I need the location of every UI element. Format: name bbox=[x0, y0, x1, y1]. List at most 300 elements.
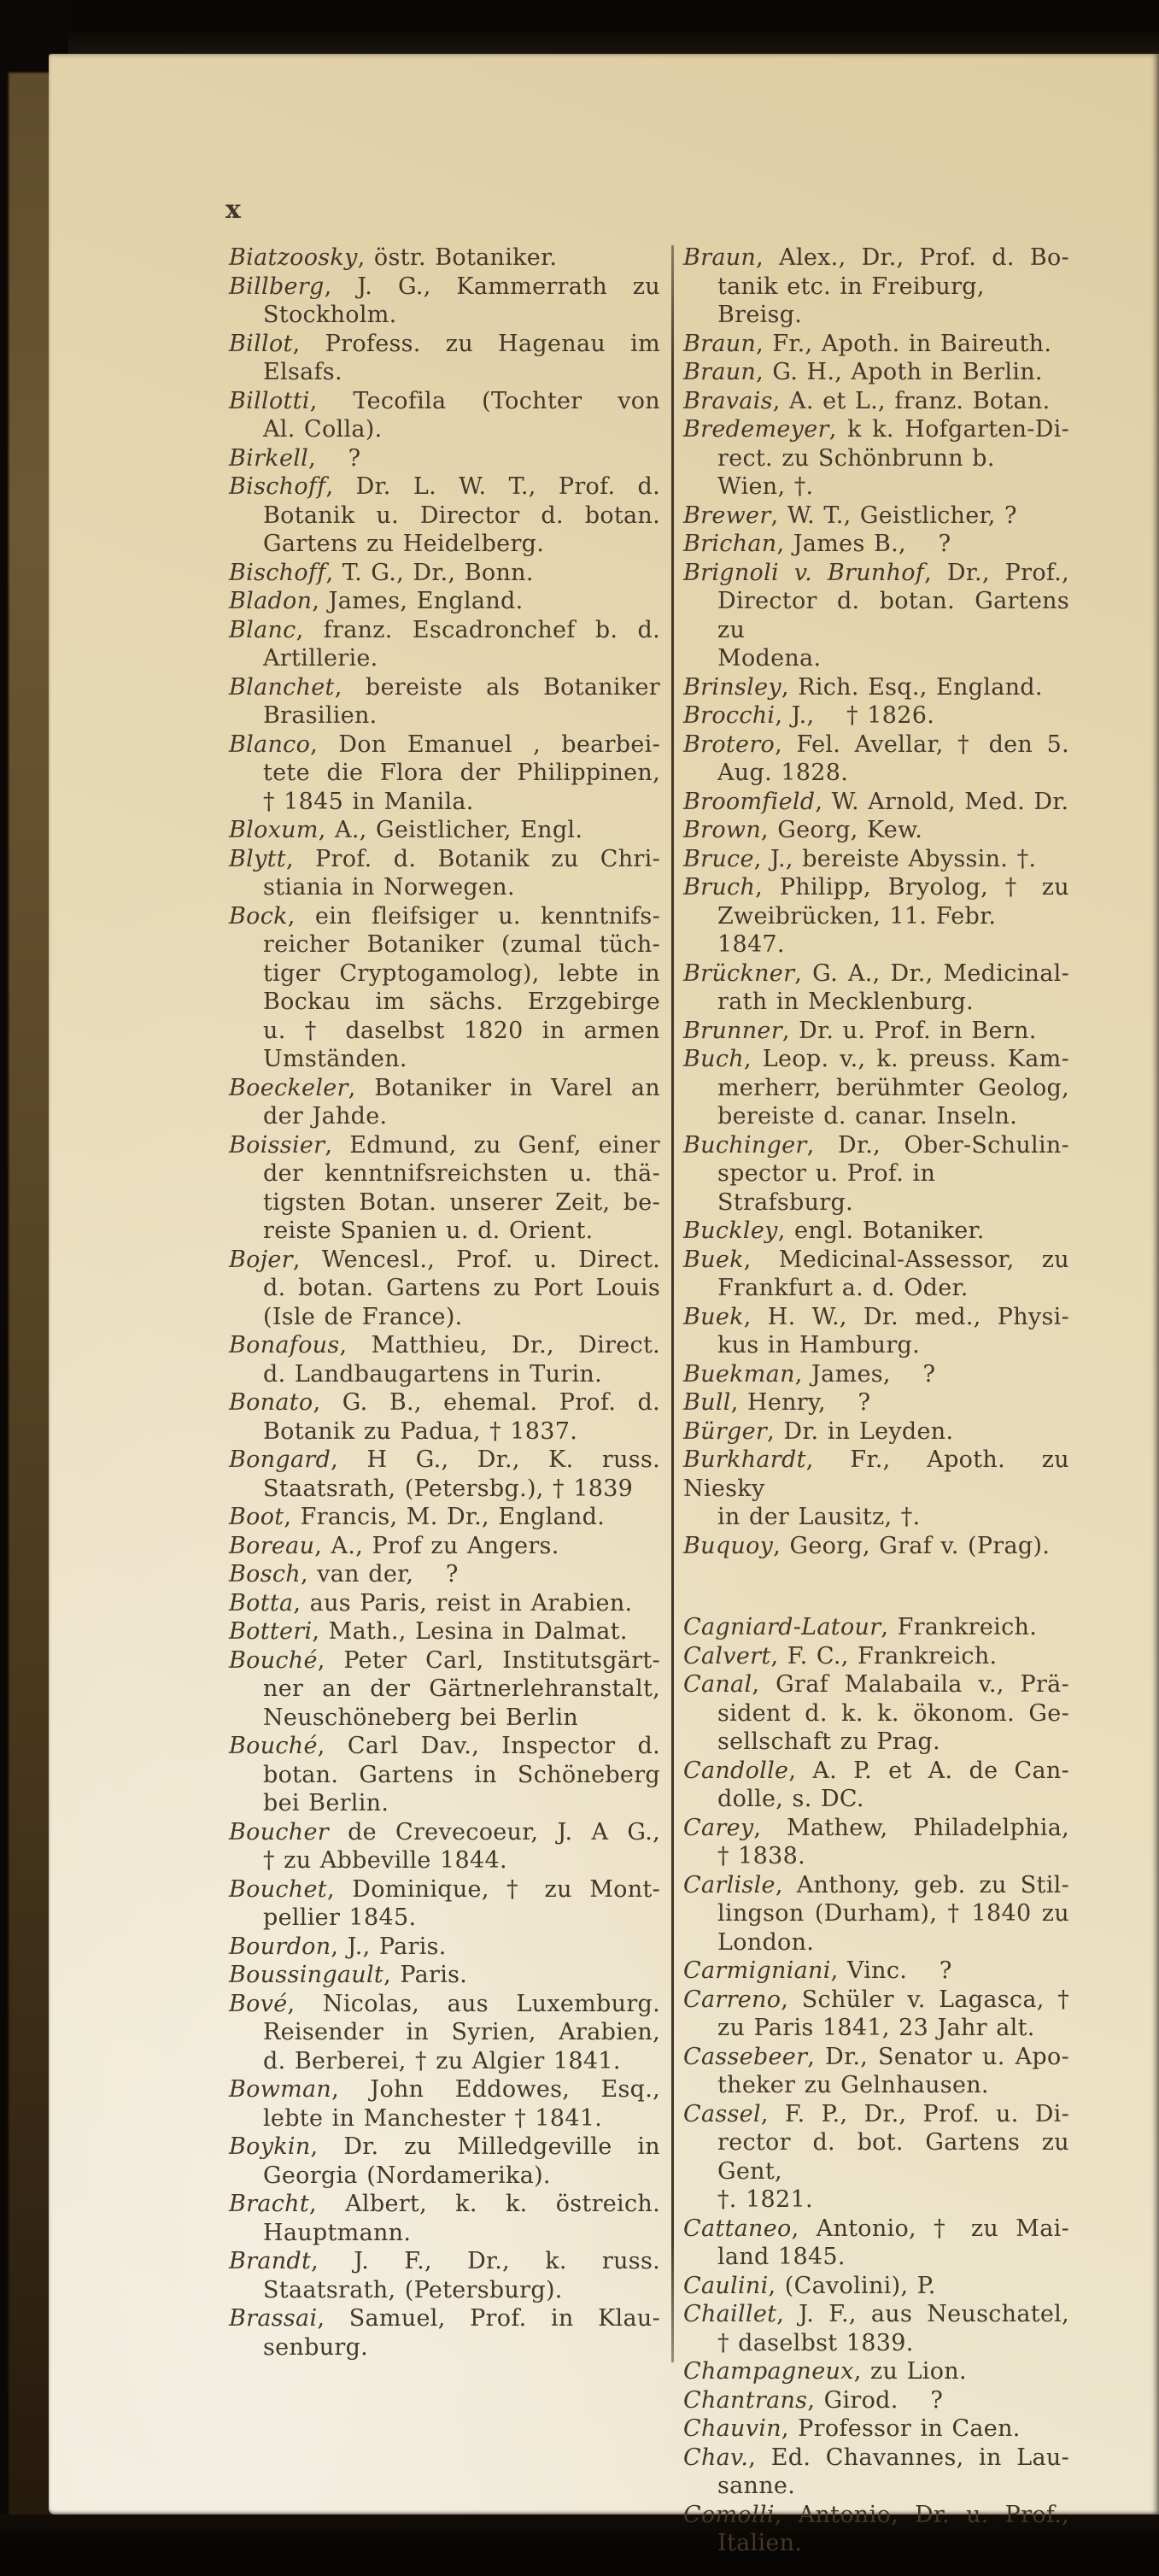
directory-entry bbox=[229, 387, 660, 444]
entry-first-line: Blytt, Prof. d. Botanik zu Chri- bbox=[229, 845, 660, 872]
entry-first-line: Cassebeer, Dr., Senator u. Apo- bbox=[683, 2043, 1069, 2070]
entry-surname: Bouchet bbox=[229, 1875, 327, 1903]
entry-surname: Boreau bbox=[229, 1532, 315, 1559]
entry-first-line: Chauvin, Professor in Caen. bbox=[683, 2415, 1021, 2442]
directory-entry bbox=[229, 902, 660, 1074]
directory-entry bbox=[683, 1532, 1069, 1561]
directory-entry bbox=[683, 530, 1069, 559]
entry-continuation-line: d. Berberei, † zu Algier 1841. bbox=[263, 2047, 621, 2074]
entry-first-line: Chav., Ed. Chavannes, in Lau- bbox=[683, 2444, 1069, 2471]
entry-surname: Boussingault bbox=[229, 1962, 384, 1988]
entry-continuation-line: kus in Hamburg. bbox=[717, 1332, 920, 1358]
entry-first-line: Comolli, Antonio, Dr. u. Prof., bbox=[683, 2501, 1069, 2528]
entry-continuation-line: Hauptmann. bbox=[263, 2219, 412, 2246]
entry-surname: Carmigniani bbox=[683, 1957, 831, 1984]
directory-entry bbox=[683, 2272, 1069, 2301]
directory-entry bbox=[683, 1131, 1069, 1218]
directory-entry bbox=[683, 816, 1069, 845]
directory-entry bbox=[229, 673, 660, 731]
entry-surname: Caulini bbox=[683, 2272, 769, 2299]
entry-first-line: Canal, Graf Malabaila v., Prä- bbox=[683, 1671, 1069, 1698]
left-column bbox=[229, 244, 660, 2362]
entry-surname: Brignoli v. Brunhof bbox=[683, 559, 925, 586]
entry-first-line: Botta, aus Paris, reist in Arabien. bbox=[229, 1589, 633, 1617]
directory-entry bbox=[683, 1871, 1069, 1957]
directory-entry bbox=[229, 1388, 660, 1446]
entry-first-line: Braun, Alex., Dr., Prof. d. Bo- bbox=[683, 244, 1069, 271]
entry-continuation-line: ner an der Gärtnerlehranstalt, bbox=[263, 1675, 660, 1702]
entry-continuation-line: bei Berlin. bbox=[263, 1790, 389, 1816]
directory-entry bbox=[229, 1560, 660, 1589]
entry-first-line: Blanchet, bereiste als Botaniker bbox=[229, 673, 660, 701]
entry-continuation-line: Gartens zu Heidelberg. bbox=[263, 531, 545, 557]
directory-entry bbox=[229, 1961, 660, 1990]
entry-surname: Bloxum bbox=[229, 817, 319, 843]
directory-entry bbox=[229, 2247, 660, 2304]
directory-entry bbox=[229, 2075, 660, 2133]
entry-surname: Buquoy bbox=[683, 1532, 774, 1559]
entry-surname: Carlisle bbox=[683, 1871, 776, 1898]
entry-first-line: Brewer, W. T., Geistlicher, ? bbox=[683, 502, 1017, 529]
directory-entry bbox=[229, 2304, 660, 2362]
directory-entry bbox=[683, 2357, 1069, 2386]
entry-first-line: Bonato, G. B., ehemal. Prof. d. bbox=[229, 1389, 660, 1416]
entry-first-line: Carreno, Schüler v. Lagasca, † bbox=[683, 1986, 1069, 2013]
entry-surname: Brotero bbox=[683, 731, 776, 758]
entry-first-line: Brinsley, Rich. Esq., England. bbox=[683, 673, 1043, 701]
entry-first-line: Brassai, Samuel, Prof. in Klau- bbox=[229, 2305, 660, 2332]
entry-surname: Brocchi bbox=[683, 702, 776, 729]
entry-continuation-line: Botanik u. Director d. botan. bbox=[263, 502, 660, 529]
entry-continuation-line: † zu Abbeville 1844. bbox=[263, 1847, 507, 1874]
entry-first-line: Broomfield, W. Arnold, Med. Dr. bbox=[683, 788, 1069, 815]
entry-first-line: Blanco, Don Emanuel , bearbei- bbox=[229, 731, 660, 758]
entry-continuation-line: sanne. bbox=[717, 2473, 796, 2499]
entry-first-line: Bojer, Wencesl., Prof. u. Direct. bbox=[229, 1246, 660, 1273]
entry-surname: Cassebeer bbox=[683, 2043, 808, 2070]
directory-entry bbox=[683, 2043, 1069, 2100]
entry-first-line: Candolle, A. P. et A. de Can- bbox=[683, 1757, 1069, 1784]
entry-first-line: Braun, G. H., Apoth in Berlin. bbox=[683, 359, 1043, 385]
entry-first-line: Billotti, Tecofila (Tochter von bbox=[229, 387, 660, 414]
entry-surname: Cagniard-Latour bbox=[683, 1614, 881, 1640]
entry-first-line: Brunner, Dr. u. Prof. in Bern. bbox=[683, 1017, 1037, 1044]
directory-entry bbox=[229, 587, 660, 616]
directory-entry bbox=[683, 1360, 1069, 1389]
entry-continuation-line: in der Lausitz, †. bbox=[717, 1504, 921, 1530]
entry-surname: Boot bbox=[229, 1504, 284, 1530]
entry-surname: Boykin bbox=[229, 2133, 311, 2160]
entry-continuation-line: Al. Colla). bbox=[263, 416, 383, 443]
entry-surname: Chav. bbox=[683, 2444, 749, 2471]
entry-surname: Bowman bbox=[229, 2076, 332, 2103]
directory-entry bbox=[229, 731, 660, 817]
directory-entry bbox=[229, 1532, 660, 1561]
entry-first-line: Bischoff, Dr. L. W. T., Prof. d. bbox=[229, 473, 660, 500]
directory-entry bbox=[683, 845, 1069, 874]
directory-entry bbox=[229, 1818, 660, 1875]
entry-surname: Boucher bbox=[229, 1818, 329, 1845]
entry-first-line: Bloxum, A., Geistlicher, Engl. bbox=[229, 817, 583, 843]
directory-entry bbox=[229, 1990, 660, 2076]
entry-first-line: Bouchet, Dominique, † zu Mont- bbox=[229, 1875, 660, 1903]
entry-first-line: Botteri, Math., Lesina in Dalmat. bbox=[229, 1618, 628, 1645]
entry-first-line: Buquoy, Georg, Graf v. (Prag). bbox=[683, 1532, 1051, 1559]
entry-surname: Bracht bbox=[229, 2191, 310, 2217]
entry-continuation-line: Brasilien. bbox=[263, 702, 378, 729]
directory-entry bbox=[229, 1589, 660, 1618]
entry-first-line: Boreau, A., Prof zu Angers. bbox=[229, 1532, 559, 1559]
entry-first-line: Buek, H. W., Dr. med., Physi- bbox=[683, 1303, 1069, 1330]
entry-surname: Buekman bbox=[683, 1360, 795, 1388]
entry-continuation-line: lingson (Durham), † 1840 zu bbox=[717, 1900, 1069, 1927]
entry-surname: Bladon bbox=[229, 588, 313, 614]
directory-entry bbox=[683, 415, 1069, 502]
entry-surname: Blanc bbox=[229, 616, 296, 643]
directory-entry bbox=[683, 1017, 1069, 1046]
directory-entry bbox=[683, 2501, 1069, 2558]
entry-surname: Blanchet bbox=[229, 673, 335, 701]
directory-entry bbox=[683, 358, 1069, 387]
entry-surname: Buch bbox=[683, 1046, 744, 1072]
entry-first-line: Billberg, J. G., Kammerrath zu bbox=[229, 273, 660, 300]
book-page bbox=[49, 54, 1159, 2556]
entry-continuation-line: theker zu Gelnhausen. bbox=[717, 2072, 989, 2098]
right-column bbox=[683, 244, 1069, 2558]
entry-first-line: Burkhardt, Fr., Apoth. zu Niesky bbox=[683, 1446, 1069, 1502]
entry-continuation-line: rect. zu Schönbrunn b. Wien, †. bbox=[717, 444, 995, 500]
directory-entry bbox=[683, 2300, 1069, 2357]
entry-continuation-line: rath in Mecklenburg. bbox=[717, 989, 974, 1015]
entry-continuation-line: zu Paris 1841, 23 Jahr alt. bbox=[717, 2015, 1035, 2041]
entry-first-line: Buek, Medicinal-Assessor, zu bbox=[683, 1246, 1069, 1273]
entry-first-line: Bischoff, T. G., Dr., Bonn. bbox=[229, 559, 534, 586]
entry-first-line: Bosch, van der, ? bbox=[229, 1561, 459, 1587]
entry-surname: Bull bbox=[683, 1389, 731, 1416]
directory-entry bbox=[683, 673, 1069, 702]
directory-entry bbox=[683, 2415, 1069, 2444]
entry-surname: Calvert bbox=[683, 1642, 771, 1669]
entry-first-line: Blanc, franz. Escadronchef b. d. bbox=[229, 616, 660, 643]
entry-first-line: Bowman, John Eddowes, Esq., bbox=[229, 2076, 660, 2103]
directory-entry bbox=[683, 2386, 1069, 2415]
directory-entry bbox=[229, 2133, 660, 2190]
entry-first-line: Bracht, Albert, k. k. östreich. bbox=[229, 2191, 660, 2217]
entry-surname: Bischoff bbox=[229, 559, 326, 586]
entry-first-line: Buckley, engl. Botaniker. bbox=[683, 1218, 985, 1244]
directory-entry bbox=[683, 2100, 1069, 2215]
entry-first-line: Calvert, F. C., Frankreich. bbox=[683, 1642, 998, 1669]
entry-first-line: Caulini, (Cavolini), P. bbox=[683, 2272, 936, 2299]
entry-surname: Bourdon bbox=[229, 1933, 331, 1960]
entry-surname: Blanco bbox=[229, 731, 311, 758]
entry-first-line: Brown, Georg, Kew. bbox=[683, 817, 923, 843]
entry-first-line: Brichan, James B., ? bbox=[683, 531, 951, 557]
entry-first-line: Buch, Leop. v., k. preuss. Kam- bbox=[683, 1046, 1069, 1072]
entry-continuation-line: bereiste d. canar. Inseln. bbox=[717, 1103, 1018, 1130]
entry-continuation-line: spector u. Prof. in Strafsburg. bbox=[717, 1160, 936, 1216]
entry-continuation-line: (Isle de France). bbox=[263, 1303, 463, 1330]
entry-surname: Bruch bbox=[683, 874, 756, 901]
entry-continuation-line: rector d. bot. Gartens zu Gent, bbox=[717, 2129, 1069, 2185]
directory-entry bbox=[683, 244, 1069, 330]
directory-entry bbox=[229, 1246, 660, 1332]
entry-first-line: Carey, Mathew, Philadelphia, bbox=[683, 1814, 1069, 1841]
entry-surname: Bischoff bbox=[229, 473, 326, 500]
entry-first-line: Brignoli v. Brunhof, Dr., Prof., bbox=[683, 559, 1069, 586]
entry-surname: Brunner bbox=[683, 1017, 782, 1044]
directory-entry bbox=[683, 1986, 1069, 2043]
entry-first-line: Brandt, J. F., Dr., k. russ. bbox=[229, 2248, 660, 2274]
entry-first-line: Brocchi, J., † 1826. bbox=[683, 702, 935, 729]
entry-continuation-line: reiste Spanien u. d. Orient. bbox=[263, 1218, 594, 1244]
entry-continuation-line: Elsafs. bbox=[263, 359, 342, 385]
directory-entry bbox=[229, 1875, 660, 1933]
directory-entry bbox=[229, 1617, 660, 1646]
entry-first-line: Billot, Profess. zu Hagenau im bbox=[229, 330, 660, 357]
entry-first-line: Bull, Henry, ? bbox=[683, 1389, 871, 1416]
directory-entry bbox=[683, 330, 1069, 359]
entry-continuation-line: Neuschöneberg bei Berlin bbox=[263, 1704, 579, 1731]
entry-continuation-line: sident d. k. k. ökonom. Ge- bbox=[717, 1699, 1069, 1727]
directory-entry bbox=[683, 2444, 1069, 2501]
directory-entry bbox=[229, 244, 660, 273]
section-gap bbox=[683, 1560, 1069, 1613]
entry-first-line: Cattaneo, Antonio, † zu Mai- bbox=[683, 2215, 1069, 2242]
entry-first-line: Carlisle, Anthony, geb. zu Stil- bbox=[683, 1871, 1069, 1898]
directory-entry bbox=[229, 1732, 660, 1818]
entry-surname: Bosch bbox=[229, 1561, 301, 1587]
entry-continuation-line: der kenntnifsreichsten u. thä- bbox=[263, 1160, 660, 1187]
entry-surname: Bouché bbox=[229, 1646, 318, 1674]
directory-entry bbox=[683, 502, 1069, 531]
entry-continuation-line: Modena. bbox=[717, 645, 822, 672]
entry-continuation-line: u. † daselbst 1820 in armen bbox=[263, 1017, 660, 1044]
directory-entry bbox=[683, 959, 1069, 1017]
entry-continuation-line: tigsten Botan. unserer Zeit, be- bbox=[263, 1188, 660, 1216]
directory-entry bbox=[683, 731, 1069, 788]
entry-surname: Comolli bbox=[683, 2501, 775, 2528]
entry-first-line: Biatzoosky, östr. Botaniker. bbox=[229, 244, 558, 271]
entry-surname: Canal bbox=[683, 1671, 752, 1698]
entry-first-line: Braun, Fr., Apoth. in Baireuth. bbox=[683, 330, 1052, 357]
entry-surname: Birkell bbox=[229, 444, 309, 472]
entry-continuation-line: London. bbox=[717, 1928, 815, 1956]
directory-entry bbox=[683, 1446, 1069, 1532]
entry-first-line: Bouché, Carl Dav., Inspector d. bbox=[229, 1733, 660, 1759]
entry-surname: Billot bbox=[229, 330, 293, 357]
entry-first-line: Boucher de Crevecoeur, J. A G., bbox=[229, 1818, 660, 1845]
entry-surname: Carreno bbox=[683, 1986, 781, 2013]
entry-surname: Bürger bbox=[683, 1417, 768, 1445]
entry-surname: Bravais bbox=[683, 387, 773, 414]
entry-surname: Buckley bbox=[683, 1218, 778, 1244]
entry-first-line: Cassel, F. P., Dr., Prof. u. Di- bbox=[683, 2100, 1069, 2127]
directory-entry bbox=[229, 273, 660, 330]
entry-first-line: Birkell, ? bbox=[229, 444, 361, 472]
entry-continuation-line: † 1838. bbox=[717, 1843, 805, 1869]
entry-surname: Braun bbox=[683, 330, 757, 357]
directory-entry bbox=[683, 1246, 1069, 1303]
directory-entry bbox=[683, 2215, 1069, 2272]
entry-surname: Champagneux bbox=[683, 2358, 854, 2385]
entry-continuation-line: land 1845. bbox=[717, 2244, 846, 2270]
entry-surname: Brichan bbox=[683, 531, 777, 557]
directory-entry bbox=[683, 1642, 1069, 1671]
page-number: x bbox=[225, 195, 242, 225]
entry-continuation-line: pellier 1845. bbox=[263, 1904, 417, 1931]
directory-entry bbox=[229, 2190, 660, 2247]
entry-continuation-line: senburg. bbox=[263, 2333, 369, 2361]
directory-entry bbox=[683, 1303, 1069, 1360]
entry-surname: Carey bbox=[683, 1814, 754, 1841]
entry-surname: Brown bbox=[683, 817, 762, 843]
entry-first-line: Boussingault, Paris. bbox=[229, 1962, 468, 1988]
entry-surname: Burkhardt bbox=[683, 1446, 806, 1473]
directory-entry bbox=[229, 1446, 660, 1503]
directory-entry bbox=[229, 616, 660, 673]
entry-surname: Brassai bbox=[229, 2305, 318, 2332]
entry-surname: Chaillet bbox=[683, 2301, 777, 2327]
directory-entry bbox=[229, 845, 660, 902]
entry-surname: Cassel bbox=[683, 2100, 761, 2127]
entry-first-line: Brotero, Fel. Avellar, † den 5. bbox=[683, 731, 1069, 758]
entry-surname: Brinsley bbox=[683, 673, 781, 701]
entry-surname: Chauvin bbox=[683, 2415, 781, 2442]
directory-entry bbox=[683, 701, 1069, 731]
entry-first-line: Buekman, James, ? bbox=[683, 1360, 936, 1388]
entry-surname: Bonafous bbox=[229, 1332, 340, 1358]
entry-continuation-line: Director d. botan. Gartens zu bbox=[717, 588, 1069, 643]
entry-first-line: Bouché, Peter Carl, Institutsgärt- bbox=[229, 1646, 660, 1674]
entry-first-line: Boykin, Dr. zu Milledgeville in bbox=[229, 2133, 660, 2160]
entry-continuation-line: Zweibrücken, 11. Febr. 1847. bbox=[717, 902, 997, 958]
entry-surname: Bouché bbox=[229, 1733, 318, 1759]
entry-continuation-line: botan. Gartens in Schöneberg bbox=[263, 1761, 660, 1788]
directory-entry bbox=[683, 387, 1069, 416]
entry-surname: Buek bbox=[683, 1303, 744, 1330]
entry-continuation-line: Frankfurt a. d. Oder. bbox=[717, 1275, 969, 1301]
entry-continuation-line: Georgia (Nordamerika). bbox=[263, 2162, 551, 2189]
entry-surname: Chantrans bbox=[683, 2386, 808, 2414]
directory-entry bbox=[229, 1933, 660, 1962]
entry-continuation-line: Staatsrath, (Petersburg). bbox=[263, 2276, 563, 2303]
entry-first-line: Bové, Nicolas, aus Luxemburg. bbox=[229, 1990, 660, 2017]
entry-continuation-line: d. botan. Gartens zu Port Louis bbox=[263, 1275, 660, 1301]
entry-first-line: Chaillet, J. F., aus Neuschatel, bbox=[683, 2301, 1069, 2327]
entry-continuation-line: Umständen. bbox=[263, 1046, 407, 1072]
entry-surname: Biatzoosky bbox=[229, 244, 358, 271]
entry-surname: Braun bbox=[683, 244, 757, 271]
entry-surname: Bongard bbox=[229, 1446, 331, 1473]
entry-continuation-line: merherr, berühmter Geolog, bbox=[717, 1074, 1069, 1101]
directory-entry bbox=[683, 1217, 1069, 1246]
directory-entry bbox=[229, 1503, 660, 1532]
entry-surname: Broomfield bbox=[683, 788, 816, 815]
directory-entry bbox=[683, 1613, 1069, 1642]
entry-first-line: Bladon, James, England. bbox=[229, 588, 524, 614]
entry-continuation-line: dolle, s. DC. bbox=[717, 1786, 864, 1812]
entry-continuation-line: † 1845 in Manila. bbox=[263, 788, 474, 815]
entry-first-line: Champagneux, zu Lion. bbox=[683, 2358, 967, 2385]
entry-first-line: Bourdon, J., Paris. bbox=[229, 1933, 447, 1960]
entry-continuation-line: Italien. bbox=[717, 2530, 803, 2556]
entry-surname: Bruce bbox=[683, 845, 754, 872]
entry-first-line: Boot, Francis, M. Dr., England. bbox=[229, 1504, 606, 1530]
entry-surname: Cattaneo bbox=[683, 2215, 792, 2242]
entry-first-line: Bürger, Dr. in Leyden. bbox=[683, 1417, 954, 1445]
entry-surname: Boissier bbox=[229, 1131, 325, 1159]
directory-entry bbox=[683, 1757, 1069, 1814]
directory-entry bbox=[229, 1646, 660, 1733]
directory-entry bbox=[229, 559, 660, 588]
entry-continuation-line: lebte in Manchester † 1841. bbox=[263, 2104, 603, 2132]
directory-entry bbox=[229, 1131, 660, 1246]
directory-entry bbox=[229, 472, 660, 559]
entry-continuation-line: Bockau im sächs. Erzgebirge bbox=[263, 989, 660, 1015]
entry-surname: Bojer bbox=[229, 1246, 293, 1273]
entry-first-line: Bonafous, Matthieu, Dr., Direct. bbox=[229, 1332, 660, 1358]
directory-entry bbox=[683, 1814, 1069, 1871]
entry-continuation-line: reicher Botaniker (zumal tüch- bbox=[263, 931, 660, 958]
entry-first-line: Buchinger, Dr., Ober-Schulin- bbox=[683, 1131, 1069, 1159]
entry-first-line: Chantrans, Girod. ? bbox=[683, 2386, 944, 2414]
directory-entry bbox=[683, 1957, 1069, 1986]
directory-entry bbox=[229, 330, 660, 387]
entry-surname: Braun bbox=[683, 359, 757, 385]
directory-entry bbox=[683, 1670, 1069, 1757]
directory-entry bbox=[229, 816, 660, 845]
entry-continuation-line: tiger Cryptogamolog), lebte in bbox=[263, 959, 660, 987]
entry-continuation-line: sellschaft zu Prag. bbox=[717, 1728, 940, 1755]
entry-surname: Billberg bbox=[229, 273, 325, 300]
entry-surname: Bock bbox=[229, 902, 288, 930]
directory-entry bbox=[683, 1388, 1069, 1417]
entry-first-line: Bongard, H G., Dr., K. russ. bbox=[229, 1446, 660, 1473]
entry-continuation-line: d. Landbaugartens in Turin. bbox=[263, 1360, 602, 1388]
entry-first-line: Bruch, Philipp, Bryolog, † zu bbox=[683, 874, 1069, 901]
directory-entry bbox=[683, 1045, 1069, 1131]
entry-continuation-line: Reisender in Syrien, Arabien, bbox=[263, 2019, 660, 2045]
entry-continuation-line: stiania in Norwegen. bbox=[263, 874, 515, 901]
entry-surname: Candolle bbox=[683, 1757, 789, 1784]
directory-entry bbox=[683, 788, 1069, 817]
entry-first-line: Bock, ein fleifsiger u. kenntnifs- bbox=[229, 902, 660, 930]
directory-entry bbox=[683, 873, 1069, 959]
entry-continuation-line: Botanik zu Padua, † 1837. bbox=[263, 1417, 578, 1445]
entry-first-line: Carmigniani, Vinc. ? bbox=[683, 1957, 952, 1984]
directory-entry bbox=[229, 444, 660, 473]
entry-continuation-line: Aug. 1828. bbox=[717, 760, 849, 786]
entry-continuation-line: der Jahde. bbox=[263, 1103, 388, 1130]
column-divider-rule bbox=[671, 245, 674, 2362]
entry-first-line: Cagniard-Latour, Frankreich. bbox=[683, 1614, 1038, 1640]
entry-surname: Bonato bbox=[229, 1389, 313, 1416]
entry-surname: Bové bbox=[229, 1990, 288, 2017]
entry-surname: Boeckeler bbox=[229, 1074, 348, 1101]
book-edge-top bbox=[0, 0, 1159, 54]
entry-first-line: Brückner, G. A., Dr., Medicinal- bbox=[683, 959, 1069, 987]
entry-continuation-line: Staatsrath, (Petersbg.), † 1839 bbox=[263, 1475, 634, 1502]
entry-surname: Brandt bbox=[229, 2248, 312, 2274]
entry-first-line: Bruce, J., bereiste Abyssin. †. bbox=[683, 845, 1037, 872]
entry-surname: Bredemeyer bbox=[683, 416, 829, 443]
directory-entry bbox=[229, 1331, 660, 1388]
directory-entry bbox=[683, 1417, 1069, 1446]
entry-continuation-line: Artillerie. bbox=[263, 645, 378, 672]
entry-surname: Botteri bbox=[229, 1618, 313, 1645]
entry-surname: Brückner bbox=[683, 959, 795, 987]
